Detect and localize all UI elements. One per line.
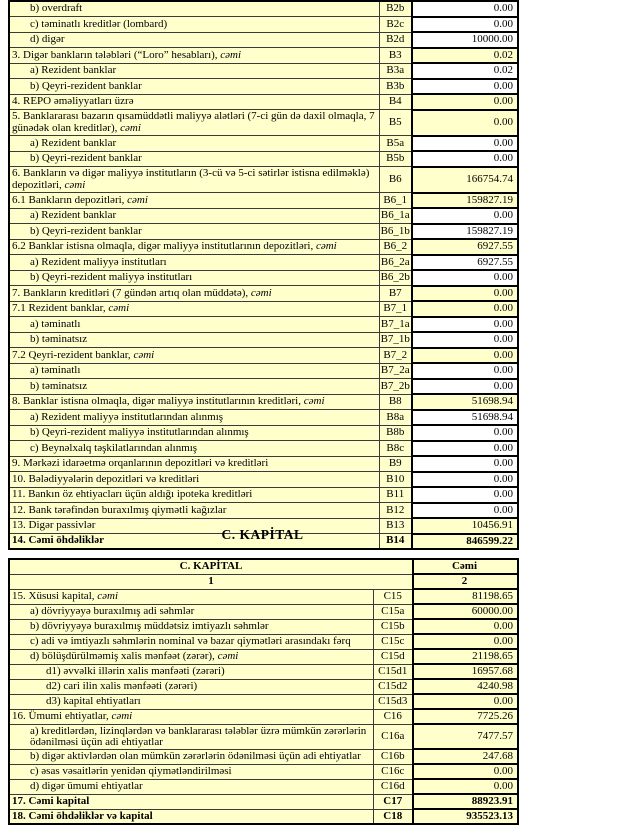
table-row bbox=[9, 32, 518, 48]
table-row bbox=[9, 379, 518, 395]
row-code-cell: B3b bbox=[379, 79, 412, 95]
row-label-cell bbox=[9, 348, 379, 364]
row-label-cami-suffix: cəmi bbox=[301, 395, 325, 407]
row-label-cami-suffix: cəmi bbox=[108, 710, 133, 722]
row-code-cell: B7_1 bbox=[379, 301, 412, 317]
row-value-cell: 81198.65 bbox=[413, 589, 518, 604]
row-value-cell: 0.00 bbox=[412, 136, 518, 152]
row-code-cell: B8c bbox=[379, 441, 412, 457]
row-label-cell bbox=[9, 136, 379, 152]
row-code-cell: B8 bbox=[379, 394, 412, 410]
table-row bbox=[9, 394, 518, 410]
row-value-cell: 0.00 bbox=[412, 503, 518, 519]
table-row bbox=[9, 1, 518, 17]
row-label-cell bbox=[9, 809, 373, 824]
row-label: a) dövriyyəyə buraxılmış adi səhmlər bbox=[30, 605, 195, 617]
table-row bbox=[9, 749, 518, 764]
row-label: 11. Bankın öz ehtiyacları üçün aldığı ipoteka kreditləri bbox=[12, 488, 253, 500]
row-label: 7. Bankların kreditləri (7 gündən artıq olan müddətə), bbox=[12, 286, 249, 299]
row-label-cell bbox=[9, 589, 373, 604]
row-code-cell: B6_1a bbox=[379, 208, 412, 224]
table-row bbox=[9, 301, 518, 317]
row-code-cell: C17 bbox=[373, 794, 413, 809]
row-code-cell: B2c bbox=[379, 17, 412, 33]
row-value-cell: 6927.55 bbox=[412, 239, 518, 255]
row-label-cell bbox=[9, 255, 379, 271]
column-number-2-cell: 2 bbox=[413, 574, 518, 589]
row-label-cami-suffix: cəmi bbox=[214, 650, 239, 662]
row-label: a) Rezident maliyyə institutlarından alınmış bbox=[30, 410, 224, 423]
table-row bbox=[9, 151, 518, 167]
row-label: b) overdraft bbox=[30, 2, 83, 15]
row-label-cell bbox=[9, 48, 379, 64]
row-label-cell bbox=[9, 301, 379, 317]
row-label: d3) kapital ehtiyatları bbox=[46, 695, 141, 707]
row-label: 17. Cəmi kapital bbox=[12, 795, 90, 807]
row-value-cell: 0.00 bbox=[412, 270, 518, 286]
liabilities-table bbox=[8, 0, 519, 550]
row-label-cell bbox=[9, 286, 379, 302]
row-code-cell: B8a bbox=[379, 410, 412, 426]
row-value-cell: 21198.65 bbox=[413, 649, 518, 664]
row-value-cell: 0.00 bbox=[412, 425, 518, 441]
row-value-cell: 88923.91 bbox=[413, 794, 518, 809]
row-label-cell bbox=[9, 63, 379, 79]
row-code-cell: B7_2a bbox=[379, 363, 412, 379]
table-row bbox=[9, 724, 518, 749]
row-label-cell bbox=[9, 1, 379, 17]
row-label: b) Qeyri-rezident banklar bbox=[30, 152, 142, 164]
row-label-cell bbox=[9, 208, 379, 224]
row-label-cell bbox=[9, 694, 373, 709]
row-label-cell bbox=[9, 410, 379, 426]
table-row bbox=[9, 472, 518, 488]
row-value-cell: 0.00 bbox=[412, 110, 518, 136]
row-code-cell: B6_2 bbox=[379, 239, 412, 255]
row-label: c) əsas vəsaitlərin yenidən qiymətləndirilməsi bbox=[30, 765, 232, 777]
row-code-cell: B7_1a bbox=[379, 317, 412, 333]
row-value-cell: 0.00 bbox=[413, 634, 518, 649]
row-label: 6.1 Bankların depozitləri, bbox=[12, 193, 125, 206]
row-label: 16. Ümumi ehtiyatlar, bbox=[12, 710, 109, 722]
row-code-cell: B12 bbox=[379, 503, 412, 519]
row-value-cell: 51698.94 bbox=[412, 410, 518, 426]
row-label: a) təminatlı bbox=[30, 364, 81, 376]
row-code-cell: B5b bbox=[379, 151, 412, 167]
table-row bbox=[9, 619, 518, 634]
row-code-cell: B9 bbox=[379, 456, 412, 472]
row-label: 3. Digər bankların tələbləri (“Loro” hesabları), bbox=[12, 48, 218, 61]
row-label: c) təminatlı kreditlər (lombard) bbox=[30, 17, 168, 30]
row-label: 4. REPO əməliyyatları üzrə bbox=[12, 95, 134, 107]
row-value-cell: 0.00 bbox=[412, 348, 518, 364]
table-row bbox=[9, 664, 518, 679]
table-row bbox=[9, 94, 518, 110]
row-label-cell bbox=[9, 604, 373, 619]
row-code-cell: B10 bbox=[379, 472, 412, 488]
row-label: 13. Digər passivlər bbox=[12, 519, 96, 531]
row-code-cell: B7_2b bbox=[379, 379, 412, 395]
table-row bbox=[9, 79, 518, 95]
capital-table-colnum-row bbox=[9, 574, 518, 589]
row-value-cell: 0.00 bbox=[412, 487, 518, 503]
table-row bbox=[9, 270, 518, 286]
row-label-cell bbox=[9, 764, 373, 779]
row-code-cell: B3 bbox=[379, 48, 412, 64]
table-row bbox=[9, 604, 518, 619]
row-code-cell: C15d1 bbox=[373, 664, 413, 679]
row-code-cell: B4 bbox=[379, 94, 412, 110]
table-row bbox=[9, 348, 518, 364]
row-value-cell: 0.00 bbox=[412, 94, 518, 110]
row-label-cami-suffix: cəmi bbox=[248, 286, 272, 299]
table-row bbox=[9, 809, 518, 824]
row-value-cell: 0.00 bbox=[412, 363, 518, 379]
row-value-cell: 6927.55 bbox=[412, 255, 518, 271]
table-row bbox=[9, 694, 518, 709]
table-row bbox=[9, 255, 518, 271]
row-code-cell: C15a bbox=[373, 604, 413, 619]
row-label: 10. Bələdiyyələrin depozitləri və kreditləri bbox=[12, 472, 200, 485]
row-label: 8. Banklar istisna olmaqla, digər maliyyə institutlarının kreditləri, bbox=[12, 395, 301, 407]
row-label: 7.2 Qeyri-rezident banklar, bbox=[12, 348, 131, 361]
row-value-cell: 935523.13 bbox=[413, 809, 518, 824]
row-label-cell bbox=[9, 317, 379, 333]
row-label: 6.2 Banklar istisna olmaqla, digər maliyyə institutlarının depozitləri, bbox=[12, 240, 314, 252]
table-row bbox=[9, 332, 518, 348]
row-label-cell bbox=[9, 270, 379, 286]
row-label-cell bbox=[9, 193, 379, 209]
row-label-cell bbox=[9, 709, 373, 724]
row-value-cell: 0.00 bbox=[412, 79, 518, 95]
table-row bbox=[9, 709, 518, 724]
row-value-cell: 0.02 bbox=[412, 63, 518, 79]
table-row bbox=[9, 794, 518, 809]
row-label-cami-suffix: cəmi bbox=[313, 240, 337, 252]
row-label: 6. Bankların və digər maliyyə institutların (3-cü və 5-ci sətirlər istisna edilməklə) depozitləri, bbox=[12, 167, 370, 191]
row-label: b) təminatsız bbox=[30, 379, 88, 392]
row-value-cell: 0.00 bbox=[413, 694, 518, 709]
row-value-cell: 159827.19 bbox=[412, 224, 518, 240]
row-label-cell bbox=[9, 456, 379, 472]
row-value-cell: 0.00 bbox=[412, 317, 518, 333]
row-label-cell bbox=[9, 94, 379, 110]
table-row bbox=[9, 208, 518, 224]
table-row bbox=[9, 634, 518, 649]
row-label: b) Qeyri-rezident maliyyə institutları bbox=[30, 271, 193, 283]
row-label: d) digər ümumi ehtiyatlar bbox=[30, 780, 143, 792]
row-value-cell: 0.00 bbox=[412, 286, 518, 302]
row-label: b) təminatsız bbox=[30, 333, 88, 345]
row-label-cami-suffix: cəmi bbox=[105, 302, 130, 314]
capital-table bbox=[8, 558, 519, 825]
row-label-cell bbox=[9, 110, 379, 136]
row-value-cell: 0.00 bbox=[412, 208, 518, 224]
table-row bbox=[9, 286, 518, 302]
row-label: b) dövriyyəyə buraxılmış müddətsiz imtiyazlı səhmlər bbox=[30, 620, 269, 632]
table-row bbox=[9, 410, 518, 426]
row-code-cell: B14 bbox=[379, 534, 412, 550]
row-value-cell: 0.00 bbox=[412, 472, 518, 488]
row-label-cell bbox=[9, 425, 379, 441]
row-value-cell: 0.00 bbox=[412, 301, 518, 317]
row-label-cami-suffix: cəmi bbox=[94, 590, 119, 602]
table-row bbox=[9, 224, 518, 240]
row-label: b) Qeyri-rezident banklar bbox=[30, 224, 142, 237]
row-code-cell: C15b bbox=[373, 619, 413, 634]
row-code-cell: B6 bbox=[379, 167, 412, 193]
row-value-cell: 0.00 bbox=[412, 456, 518, 472]
row-code-cell: B8b bbox=[379, 425, 412, 441]
row-value-cell: 4240.98 bbox=[413, 679, 518, 694]
row-label-cell bbox=[9, 487, 379, 503]
row-code-cell: B6_1b bbox=[379, 224, 412, 240]
row-value-cell: 0.00 bbox=[412, 1, 518, 17]
row-label: 14. Cəmi öhdəliklər bbox=[12, 534, 104, 547]
row-label-cell bbox=[9, 634, 373, 649]
row-value-cell: 0.00 bbox=[412, 151, 518, 167]
row-label: 9. Mərkəzi idarəetmə orqanlarının depozitləri və kreditləri bbox=[12, 457, 269, 469]
row-code-cell: C16a bbox=[373, 724, 413, 749]
row-label-cell bbox=[9, 441, 379, 457]
table-row bbox=[9, 136, 518, 152]
table-row bbox=[9, 193, 518, 209]
row-label-cell bbox=[9, 794, 373, 809]
row-value-cell: 7477.57 bbox=[413, 724, 518, 749]
row-value-cell: 0.00 bbox=[413, 619, 518, 634]
row-code-cell: C15d2 bbox=[373, 679, 413, 694]
row-value-cell: 166754.74 bbox=[412, 167, 518, 193]
table-row bbox=[9, 17, 518, 33]
table-row bbox=[9, 110, 518, 136]
row-label-cell bbox=[9, 332, 379, 348]
table-row bbox=[9, 317, 518, 333]
row-label: c) adi və imtiyazlı səhmlərin nominal və bazar qiymətləri arasındakı fərq bbox=[30, 635, 351, 647]
table-row bbox=[9, 589, 518, 604]
row-code-cell: C16 bbox=[373, 709, 413, 724]
row-label-cell bbox=[9, 167, 379, 193]
row-code-cell: B7_1b bbox=[379, 332, 412, 348]
row-value-cell: 7725.26 bbox=[413, 709, 518, 724]
row-label: d) digər bbox=[30, 33, 65, 45]
row-value-cell: 247.68 bbox=[413, 749, 518, 764]
row-code-cell: C15d3 bbox=[373, 694, 413, 709]
row-label-cell bbox=[9, 394, 379, 410]
row-code-cell: B3a bbox=[379, 63, 412, 79]
table-row bbox=[9, 239, 518, 255]
row-code-cell: B13 bbox=[379, 518, 412, 534]
row-value-cell: 846599.22 bbox=[412, 534, 518, 550]
row-value-cell: 60000.00 bbox=[413, 604, 518, 619]
table-row bbox=[9, 649, 518, 664]
row-code-cell: B2b bbox=[379, 1, 412, 17]
row-label: 15. Xüsusi kapital, bbox=[12, 590, 95, 602]
row-value-cell: 0.00 bbox=[412, 379, 518, 395]
table-row bbox=[9, 441, 518, 457]
row-code-cell: B5 bbox=[379, 110, 412, 136]
row-value-cell: 51698.94 bbox=[412, 394, 518, 410]
row-label-cami-suffix: cəmi bbox=[124, 193, 148, 206]
row-label: d2) cari ilin xalis mənfəəti (zərəri) bbox=[46, 680, 198, 692]
row-value-cell: 0.00 bbox=[412, 332, 518, 348]
row-code-cell: C15d bbox=[373, 649, 413, 664]
row-label-cell bbox=[9, 679, 373, 694]
row-label: b) Qeyri-rezident maliyyə institutlarından alınmış bbox=[30, 426, 249, 438]
row-code-cell: B6_2a bbox=[379, 255, 412, 271]
row-label: a) təminatlı bbox=[30, 317, 81, 330]
row-code-cell: C18 bbox=[373, 809, 413, 824]
capital-section-heading: C. KAPİTAL bbox=[221, 527, 304, 542]
row-label-cell bbox=[9, 363, 379, 379]
row-label-cami-suffix: cəmi bbox=[217, 48, 242, 61]
table-row bbox=[9, 363, 518, 379]
table-row bbox=[9, 679, 518, 694]
row-code-cell: C16c bbox=[373, 764, 413, 779]
row-code-cell: C16b bbox=[373, 749, 413, 764]
row-label-cell bbox=[9, 779, 373, 794]
row-label-cell bbox=[9, 32, 379, 48]
row-label-cell bbox=[9, 17, 379, 33]
row-value-cell: 16957.68 bbox=[413, 664, 518, 679]
capital-table-cami-header-cell: Cəmi bbox=[413, 559, 518, 574]
table-row bbox=[9, 456, 518, 472]
row-code-cell: C16d bbox=[373, 779, 413, 794]
row-label-cami-suffix: cəmi bbox=[61, 178, 86, 191]
row-label: a) kreditlərdən, lizinqlərdən və banklararası tələblər üzrə mümkün zərərlərin ödənilməsi üçün adi ehtiyatlar bbox=[30, 724, 367, 748]
row-label-cell bbox=[9, 472, 379, 488]
table-row bbox=[9, 425, 518, 441]
row-label: a) Rezident banklar bbox=[30, 136, 117, 149]
row-label-cell bbox=[9, 749, 373, 764]
row-label: 7.1 Rezident banklar, bbox=[12, 302, 106, 314]
table-row bbox=[9, 487, 518, 503]
table-row bbox=[9, 63, 518, 79]
row-code-cell: B2d bbox=[379, 32, 412, 48]
row-label: a) Rezident maliyyə institutları bbox=[30, 255, 167, 268]
table-row bbox=[9, 764, 518, 779]
row-label: 12. Bank tərəfindən buraxılmış qiymətli kağızlar bbox=[12, 503, 227, 516]
row-label-cell bbox=[9, 503, 379, 519]
row-label: d1) əvvəlki illərin xalis mənfəəti (zərəri) bbox=[46, 665, 225, 677]
row-label-cell bbox=[9, 619, 373, 634]
row-code-cell: B11 bbox=[379, 487, 412, 503]
row-label-cell bbox=[9, 239, 379, 255]
row-label: a) Rezident banklar bbox=[30, 209, 117, 221]
row-value-cell: 159827.19 bbox=[412, 193, 518, 209]
row-code-cell: C15c bbox=[373, 634, 413, 649]
table-row bbox=[9, 167, 518, 193]
table-row bbox=[9, 503, 518, 519]
table-row bbox=[9, 779, 518, 794]
column-number-1-cell: 1 bbox=[9, 574, 413, 589]
row-label: c) Beynəlxalq təşkilatlarından alınmış bbox=[30, 441, 198, 454]
row-code-cell: B6_2b bbox=[379, 270, 412, 286]
row-label-cell bbox=[9, 224, 379, 240]
row-code-cell: B7 bbox=[379, 286, 412, 302]
row-label-cell bbox=[9, 379, 379, 395]
row-label: b) digər aktivlərdən olan mümkün zərərlərin ödənilməsi üçün adi ehtiyatlar bbox=[30, 750, 361, 762]
row-code-cell: B7_2 bbox=[379, 348, 412, 364]
row-label: b) Qeyri-rezident banklar bbox=[30, 79, 142, 92]
row-value-cell: 0.00 bbox=[412, 17, 518, 33]
row-value-cell: 10456.91 bbox=[412, 518, 518, 534]
row-value-cell: 0.00 bbox=[413, 779, 518, 794]
table-row bbox=[9, 48, 518, 64]
row-code-cell: C15 bbox=[373, 589, 413, 604]
row-label-cell bbox=[9, 79, 379, 95]
capital-table-header-row bbox=[9, 559, 518, 574]
row-label: 5. Banklararası bazarın qısamüddətli maliyyə alətləri (7-ci gün də daxil olmaqla, 7 günədək olan kreditlər), bbox=[12, 110, 375, 134]
row-value-cell: 0.00 bbox=[412, 441, 518, 457]
row-label-cell bbox=[9, 649, 373, 664]
row-code-cell: B5a bbox=[379, 136, 412, 152]
row-value-cell: 0.00 bbox=[413, 764, 518, 779]
row-code-cell: B6_1 bbox=[379, 193, 412, 209]
row-label-cami-suffix: cəmi bbox=[130, 348, 155, 361]
row-label-cell bbox=[9, 724, 373, 749]
row-label-cell bbox=[9, 664, 373, 679]
row-value-cell: 10000.00 bbox=[412, 32, 518, 48]
row-value-cell: 0.02 bbox=[412, 48, 518, 64]
row-label: a) Rezident banklar bbox=[30, 64, 117, 76]
capital-table-title-cell: C. KAPİTAL bbox=[9, 559, 413, 574]
row-label: d) bölüşdürülməmiş xalis mənfəət (zərər), bbox=[30, 650, 215, 662]
row-label-cami-suffix: cəmi bbox=[117, 121, 141, 134]
row-label-cell bbox=[9, 151, 379, 167]
row-label: 18. Cəmi öhdəliklər və kapital bbox=[12, 809, 153, 822]
